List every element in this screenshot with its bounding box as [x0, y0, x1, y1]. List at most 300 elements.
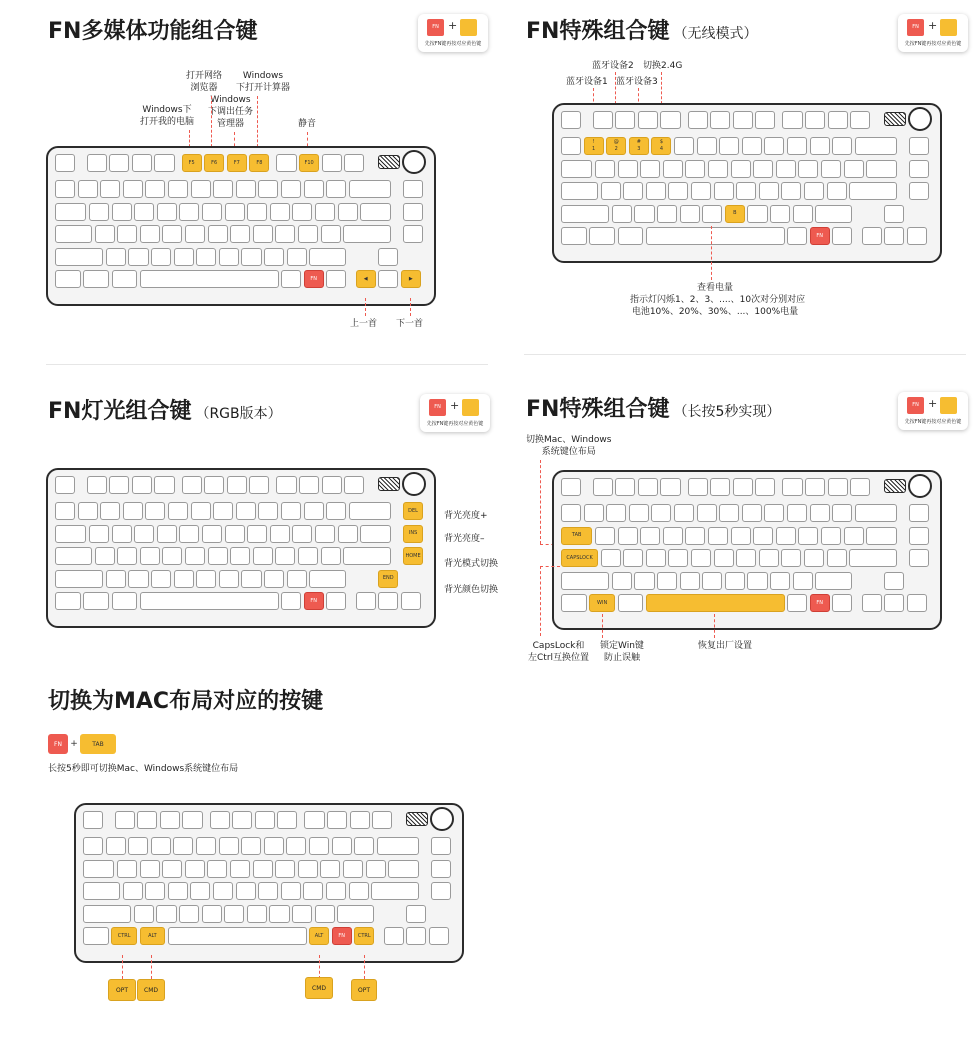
key	[615, 478, 635, 496]
key	[714, 549, 734, 567]
key	[255, 811, 275, 829]
key	[287, 570, 307, 588]
key	[832, 504, 852, 522]
label-ins: 背光亮度–	[444, 534, 485, 544]
key	[646, 227, 785, 245]
opt-key-left: OPT	[108, 979, 136, 1001]
f5-key: F5	[182, 154, 202, 172]
key	[810, 504, 830, 522]
speaker-grille	[378, 155, 400, 169]
key	[185, 225, 205, 243]
key	[109, 154, 129, 172]
legend-yellow-key	[940, 19, 957, 36]
key	[95, 547, 115, 565]
key	[281, 502, 301, 520]
key	[828, 111, 848, 129]
key	[866, 160, 897, 178]
key	[855, 504, 898, 522]
key	[213, 882, 233, 900]
key	[429, 927, 449, 945]
key	[154, 154, 174, 172]
key	[292, 905, 312, 923]
key	[83, 927, 109, 945]
legend-plus: +	[928, 397, 938, 410]
key	[298, 225, 318, 243]
key	[207, 860, 227, 878]
key	[601, 549, 621, 567]
key	[179, 203, 199, 221]
key	[618, 527, 638, 545]
key	[660, 478, 680, 496]
key	[112, 525, 132, 543]
key	[736, 182, 756, 200]
legend-plus: +	[928, 19, 938, 32]
key	[714, 182, 734, 200]
key	[264, 570, 284, 588]
label-bt3: 蓝牙设备3	[616, 77, 658, 87]
key	[634, 205, 654, 223]
key	[182, 811, 202, 829]
legend-card	[420, 394, 490, 432]
key	[298, 547, 318, 565]
label-next-track: 下一首	[396, 319, 424, 329]
key	[623, 549, 643, 567]
key	[78, 180, 98, 198]
key	[371, 882, 419, 900]
key	[702, 572, 722, 590]
speaker-grille	[884, 479, 906, 493]
key	[315, 905, 335, 923]
key	[185, 547, 205, 565]
key	[219, 570, 239, 588]
key	[691, 549, 711, 567]
legend-yellow-key	[460, 19, 477, 36]
key	[87, 476, 107, 494]
key	[276, 476, 296, 494]
key	[634, 572, 654, 590]
key	[213, 502, 233, 520]
key	[618, 160, 638, 178]
key	[100, 502, 120, 520]
key	[909, 182, 929, 200]
key	[640, 160, 660, 178]
key	[309, 248, 346, 266]
key	[253, 547, 273, 565]
key	[174, 248, 194, 266]
key	[680, 205, 700, 223]
key	[128, 248, 148, 266]
key	[815, 572, 852, 590]
key	[909, 549, 929, 567]
callout-line	[364, 955, 365, 979]
key	[112, 592, 138, 610]
fn-key: FN	[304, 270, 324, 288]
key	[349, 180, 392, 198]
key	[117, 225, 137, 243]
key	[753, 527, 773, 545]
tab-key: TAB	[561, 527, 592, 545]
key	[191, 180, 211, 198]
key	[55, 248, 103, 266]
key	[849, 182, 897, 200]
right-arrow-key: ▶	[401, 270, 421, 288]
key	[759, 549, 779, 567]
key	[145, 882, 165, 900]
key	[343, 860, 363, 878]
label-f5: Windows下 打开我的电脑	[140, 105, 195, 127]
key	[907, 227, 927, 245]
key	[561, 572, 609, 590]
callout-line	[365, 298, 366, 316]
key	[810, 137, 830, 155]
key	[697, 137, 717, 155]
key	[589, 227, 615, 245]
key	[685, 160, 705, 178]
key	[593, 111, 613, 129]
key	[688, 111, 708, 129]
key	[55, 225, 92, 243]
key	[827, 182, 847, 200]
divider	[524, 354, 966, 355]
key	[781, 549, 801, 567]
key	[95, 225, 115, 243]
key	[561, 594, 587, 612]
key	[137, 811, 157, 829]
key	[196, 837, 216, 855]
key	[850, 111, 870, 129]
label-capslock: CapsLock和 左Ctrl互换位置	[528, 641, 590, 663]
key	[561, 137, 581, 155]
callout-line	[122, 955, 123, 979]
key	[884, 572, 904, 590]
key	[309, 837, 329, 855]
key	[304, 811, 324, 829]
key	[384, 927, 404, 945]
key	[338, 525, 358, 543]
key	[140, 225, 160, 243]
key	[623, 182, 643, 200]
key	[270, 525, 290, 543]
key	[154, 476, 174, 494]
key	[821, 160, 841, 178]
key	[651, 504, 671, 522]
speaker-grille	[406, 812, 428, 826]
key	[134, 203, 154, 221]
key	[657, 572, 677, 590]
key	[909, 527, 929, 545]
speaker-grille	[378, 477, 400, 491]
fn-key: FN	[304, 592, 324, 610]
alt-key-right: ALT	[309, 927, 329, 945]
key	[275, 547, 295, 565]
volume-knob	[908, 474, 932, 498]
key	[755, 478, 775, 496]
key	[227, 476, 247, 494]
key	[674, 137, 694, 155]
space-key	[646, 594, 785, 612]
key	[708, 160, 728, 178]
key	[87, 154, 107, 172]
key	[561, 478, 581, 496]
divider	[46, 364, 488, 365]
key	[196, 248, 216, 266]
key	[866, 527, 897, 545]
key	[55, 270, 81, 288]
key	[787, 594, 807, 612]
key	[338, 203, 358, 221]
key	[236, 502, 256, 520]
key	[173, 837, 193, 855]
key	[884, 594, 904, 612]
key	[304, 180, 324, 198]
key	[764, 137, 784, 155]
key	[406, 927, 426, 945]
key	[157, 203, 177, 221]
key	[697, 504, 717, 522]
legend-card	[898, 14, 968, 52]
key	[804, 549, 824, 567]
label-mac-desc: 长按5秒即可切换Mac、Windows系统键位布局	[48, 764, 239, 774]
key	[106, 570, 126, 588]
key	[270, 203, 290, 221]
key	[360, 525, 391, 543]
legend-fn-key: FN	[907, 19, 924, 36]
legend-fn-key: FN	[907, 397, 924, 414]
key	[123, 502, 143, 520]
key	[202, 905, 222, 923]
key	[140, 860, 160, 878]
key	[828, 478, 848, 496]
key	[253, 225, 273, 243]
key-1: ! 1	[584, 137, 604, 155]
label-del: 背光亮度+	[444, 511, 488, 521]
callout-line	[540, 566, 560, 567]
key	[615, 111, 635, 129]
key	[747, 572, 767, 590]
volume-knob	[430, 807, 454, 831]
key	[182, 476, 202, 494]
callout-line	[410, 298, 411, 316]
home-key: HOME	[403, 547, 423, 565]
key	[832, 594, 852, 612]
key	[378, 592, 398, 610]
key	[258, 180, 278, 198]
key	[403, 203, 423, 221]
callout-line	[540, 460, 541, 544]
key	[793, 205, 813, 223]
key	[736, 549, 756, 567]
key	[253, 860, 273, 878]
key	[593, 478, 613, 496]
f7-key: F7	[227, 154, 247, 172]
combo-fn-key: FN	[48, 734, 68, 754]
win-key: WIN	[589, 594, 615, 612]
label-battery: 查看电量 指示灯闪烁1、2、3、....、10次对分别对应 电池10%、20%、30%、...、100%电量	[630, 283, 806, 317]
key	[168, 882, 188, 900]
callout-line	[602, 614, 603, 638]
key	[320, 860, 340, 878]
key	[909, 137, 929, 155]
key	[832, 137, 852, 155]
key	[326, 270, 346, 288]
key	[805, 111, 825, 129]
key	[55, 180, 75, 198]
legend-caption: 先按FN键再按对应黄色键	[904, 419, 962, 425]
key	[561, 111, 581, 129]
key	[360, 203, 391, 221]
key	[112, 270, 138, 288]
key	[372, 811, 392, 829]
key	[356, 592, 376, 610]
key	[742, 504, 762, 522]
label-f7: Windows 下调出任务 管理器	[208, 95, 254, 129]
opt-key-right: OPT	[351, 979, 377, 1001]
callout-line	[540, 566, 541, 636]
callout-line	[151, 955, 152, 979]
key	[725, 572, 745, 590]
key	[156, 905, 176, 923]
key	[770, 205, 790, 223]
volume-knob	[402, 150, 426, 174]
key	[83, 592, 109, 610]
key	[230, 860, 250, 878]
key	[815, 205, 852, 223]
key	[618, 227, 644, 245]
key	[269, 905, 289, 923]
key	[657, 205, 677, 223]
key	[157, 525, 177, 543]
key	[276, 154, 296, 172]
key	[378, 248, 398, 266]
key	[89, 203, 109, 221]
key	[281, 270, 301, 288]
legend-card	[418, 14, 488, 52]
key	[561, 182, 598, 200]
key	[303, 882, 323, 900]
key	[618, 594, 644, 612]
key	[322, 154, 342, 172]
key	[326, 592, 346, 610]
key-2: @ 2	[606, 137, 626, 155]
key	[561, 205, 609, 223]
key	[83, 882, 120, 900]
key	[798, 527, 818, 545]
key	[377, 837, 420, 855]
key	[343, 225, 391, 243]
f10-key: F10	[299, 154, 319, 172]
key	[174, 570, 194, 588]
key	[117, 547, 137, 565]
key	[123, 180, 143, 198]
key	[378, 270, 398, 288]
key	[55, 592, 81, 610]
key	[196, 570, 216, 588]
key	[349, 502, 392, 520]
key	[315, 203, 335, 221]
key	[782, 478, 802, 496]
key	[89, 525, 109, 543]
key	[595, 160, 615, 178]
section-title-wireless: FN特殊组合键 （无线模式）	[526, 19, 758, 44]
key	[83, 860, 114, 878]
key	[168, 927, 307, 945]
key	[907, 594, 927, 612]
section-title-multimedia: FN多媒体功能组合键	[48, 19, 258, 44]
speaker-grille	[884, 112, 906, 126]
capslock-key: CAPSLOCK	[561, 549, 598, 567]
key	[787, 137, 807, 155]
section-title-mac: 切换为MAC布局对应的按键	[48, 689, 324, 714]
key	[83, 811, 103, 829]
combo-plus: +	[70, 739, 78, 749]
key	[134, 525, 154, 543]
legend-plus: +	[450, 399, 460, 412]
key	[388, 860, 419, 878]
key	[862, 227, 882, 245]
end-key: END	[378, 570, 398, 588]
key	[225, 525, 245, 543]
keyboard-long-press	[552, 470, 942, 630]
key	[219, 837, 239, 855]
key	[78, 502, 98, 520]
key	[140, 592, 279, 610]
key	[344, 154, 364, 172]
callout-line	[319, 955, 320, 979]
key	[731, 527, 751, 545]
key	[132, 476, 152, 494]
key	[832, 227, 852, 245]
key	[708, 527, 728, 545]
key	[230, 225, 250, 243]
key	[584, 504, 604, 522]
key	[168, 180, 188, 198]
key	[862, 594, 882, 612]
key	[733, 111, 753, 129]
key	[759, 182, 779, 200]
key	[185, 860, 205, 878]
legend-fn-key: FN	[429, 399, 446, 416]
key	[349, 882, 369, 900]
key	[298, 860, 318, 878]
key	[287, 248, 307, 266]
key	[123, 882, 143, 900]
key	[753, 160, 773, 178]
label-f6: 打开网络 浏览器	[186, 71, 223, 93]
key	[190, 882, 210, 900]
key	[606, 504, 626, 522]
key	[134, 905, 154, 923]
label-f8: Windows 下打开计算器	[236, 71, 291, 93]
fn-key: FN	[810, 227, 830, 245]
key	[117, 860, 137, 878]
key	[179, 905, 199, 923]
key	[431, 837, 451, 855]
key	[770, 572, 790, 590]
key	[798, 160, 818, 178]
key	[849, 549, 897, 567]
key	[764, 504, 784, 522]
key	[83, 905, 131, 923]
key	[884, 205, 904, 223]
key	[326, 882, 346, 900]
key	[787, 227, 807, 245]
key	[884, 227, 904, 245]
key	[208, 225, 228, 243]
key	[112, 203, 132, 221]
key	[55, 570, 103, 588]
label-win: 锁定Win键 防止误触	[600, 641, 644, 663]
key	[321, 547, 341, 565]
